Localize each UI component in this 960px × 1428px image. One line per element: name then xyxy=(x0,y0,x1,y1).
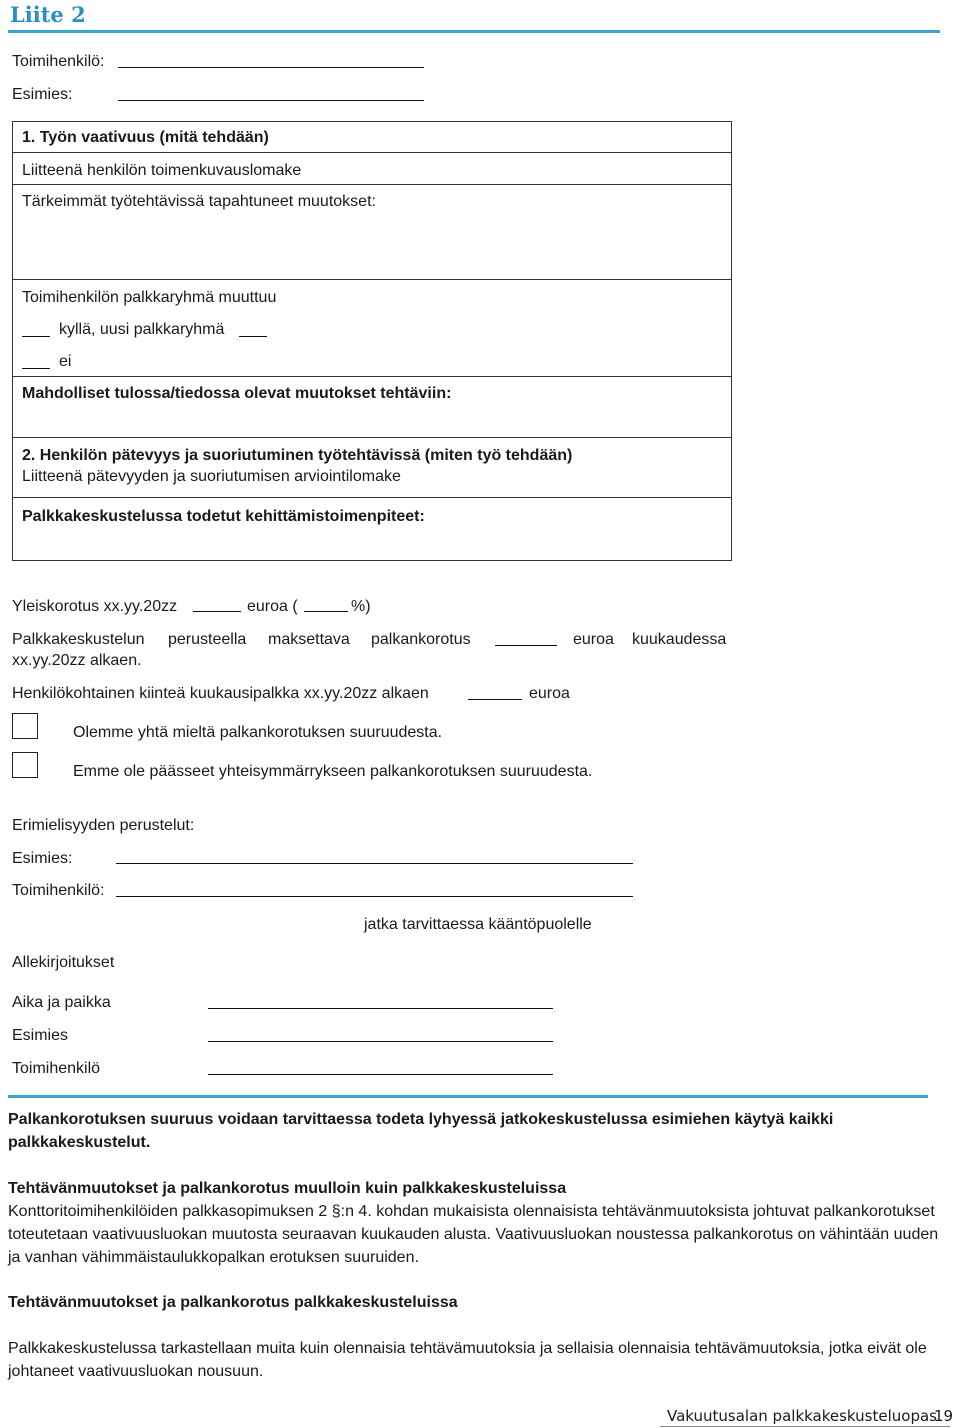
page-title: Liite 2 xyxy=(10,2,86,27)
raise-amount-field[interactable] xyxy=(495,645,557,646)
continue-note: jatka tarvittaessa kääntöpuolelle xyxy=(364,916,592,933)
no-label: ei xyxy=(59,353,72,370)
general-raise-euro-field[interactable] xyxy=(193,611,241,612)
general-raise-percent-field[interactable] xyxy=(304,611,348,612)
sign-toimihenkilo-label: Toimihenkilö xyxy=(12,1060,101,1077)
general-raise-label: Yleiskorotus xx.yy.20zz xyxy=(12,598,178,615)
raise-word: kuukaudessa xyxy=(632,631,727,648)
disagreement-esimies-label: Esimies: xyxy=(12,850,73,867)
monthly-salary-euro-label: euroa xyxy=(529,685,570,702)
time-place-label: Aika ja paikka xyxy=(12,994,111,1011)
toimihenkilo-field[interactable] xyxy=(118,67,424,68)
page-number: 19 xyxy=(934,1407,954,1425)
sign-toimihenkilo-field[interactable] xyxy=(208,1074,553,1075)
yes-blank[interactable] xyxy=(22,336,50,337)
divider xyxy=(13,184,731,185)
esimies-field[interactable] xyxy=(118,100,424,101)
note-heading-2: Tehtävänmuutokset ja palkankorotus muulloin kuin palkkakeskusteluissa xyxy=(8,1180,567,1197)
raise-word: palkankorotus xyxy=(371,631,471,648)
footer-guide-title: Vakuutusalan palkkakeskusteluopas xyxy=(667,1407,937,1425)
signatures-title: Allekirjoitukset xyxy=(12,954,115,971)
agree-label: Olemme yhtä mieltä palkankorotuksen suuruudesta. xyxy=(73,724,443,741)
new-salary-group-blank[interactable] xyxy=(239,336,267,337)
toimihenkilo-label: Toimihenkilö: xyxy=(12,53,105,70)
raise-start-date: xx.yy.20zz alkaen. xyxy=(12,652,142,669)
yes-label: kyllä, uusi palkkaryhmä xyxy=(59,321,225,338)
section-rule xyxy=(8,1095,928,1098)
esimies-label: Esimies: xyxy=(12,86,73,103)
note-paragraph-3: Palkkakeskustelussa tarkastellaan muita kuin olennaisia tehtävämuutoksia ja sellaisia olennaisia tehtävämuutoksia, jotka eivät ole johtaneet vaativuusluokan nousuun. xyxy=(8,1340,927,1380)
no-blank[interactable] xyxy=(22,368,50,369)
general-raise-euro-label: euroa ( xyxy=(247,598,298,615)
raise-word: perusteella xyxy=(168,631,247,648)
disagree-label: Emme ole päässeet yhteisymmärrykseen palkankorotuksen suuruudesta. xyxy=(73,763,593,780)
evaluation-form-box xyxy=(12,121,732,561)
note-heading-3: Tehtävänmuutokset ja palkankorotus palkkakeskusteluissa xyxy=(8,1294,458,1311)
disagreement-label: Erimielisyyden perustelut: xyxy=(12,817,195,834)
divider xyxy=(13,376,731,377)
divider xyxy=(13,152,731,153)
raise-word: Palkkakeskustelun xyxy=(12,631,145,648)
disagreement-esimies-field[interactable] xyxy=(116,863,633,864)
divider xyxy=(13,497,731,498)
footer-rule xyxy=(660,1426,950,1427)
monthly-salary-label: Henkilökohtainen kiinteä kuukausipalkka xx.yy.20zz alkaen xyxy=(12,685,429,702)
disagree-checkbox[interactable] xyxy=(12,752,38,778)
section2-title: 2. Henkilön pätevyys ja suoriutuminen työtehtävissä (miten työ tehdään) xyxy=(22,447,573,464)
time-place-field[interactable] xyxy=(208,1008,553,1009)
salary-group-label: Toimihenkilön palkkaryhmä muuttuu xyxy=(22,289,277,306)
section1-attachment: Liitteenä henkilön toimenkuvauslomake xyxy=(22,162,302,179)
monthly-salary-field[interactable] xyxy=(468,699,522,700)
disagreement-toimihenkilo-label: Toimihenkilö: xyxy=(12,882,105,899)
agree-checkbox[interactable] xyxy=(12,713,38,739)
section2-attachment: Liitteenä pätevyyden ja suoriutumisen arviointilomake xyxy=(22,468,401,485)
divider xyxy=(13,279,731,280)
sign-esimies-field[interactable] xyxy=(208,1041,553,1042)
divider xyxy=(13,437,731,438)
sign-esimies-label: Esimies xyxy=(12,1027,69,1044)
section1-title: 1. Työn vaativuus (mitä tehdään) xyxy=(22,129,269,146)
development-measures-label: Palkkakeskustelussa todetut kehittämistoimenpiteet: xyxy=(22,508,425,525)
raise-word: euroa xyxy=(573,631,614,648)
header-rule xyxy=(8,30,940,33)
section1-changes-label: Tärkeimmät työtehtävissä tapahtuneet muutokset: xyxy=(22,193,376,210)
note-paragraph-1: Palkankorotuksen suuruus voidaan tarvittaessa todeta lyhyessä jatkokeskustelussa esimiehen käytyä kaikki palkkakeskustelut. xyxy=(8,1111,834,1151)
disagreement-toimihenkilo-field[interactable] xyxy=(116,896,633,897)
general-raise-percent-label: %) xyxy=(351,598,371,615)
future-changes-label: Mahdolliset tulossa/tiedossa olevat muutokset tehtäviin: xyxy=(22,385,452,402)
note-paragraph-2: Konttoritoimihenkilöiden palkkasopimuksen 2 §:n 4. kohdan mukaisista olennaisista tehtävänmuutoksista johtuvat palkankorotukset toteutetaan vaativuusluokan muutosta seuraavan kuukauden alusta. Vaativuusluokan noustessa palkankorotus on vähintään uuden ja vanhan vähimmäistaulukkopalkan erotuksen suuruiden. xyxy=(8,1203,939,1266)
raise-word: maksettava xyxy=(268,631,350,648)
